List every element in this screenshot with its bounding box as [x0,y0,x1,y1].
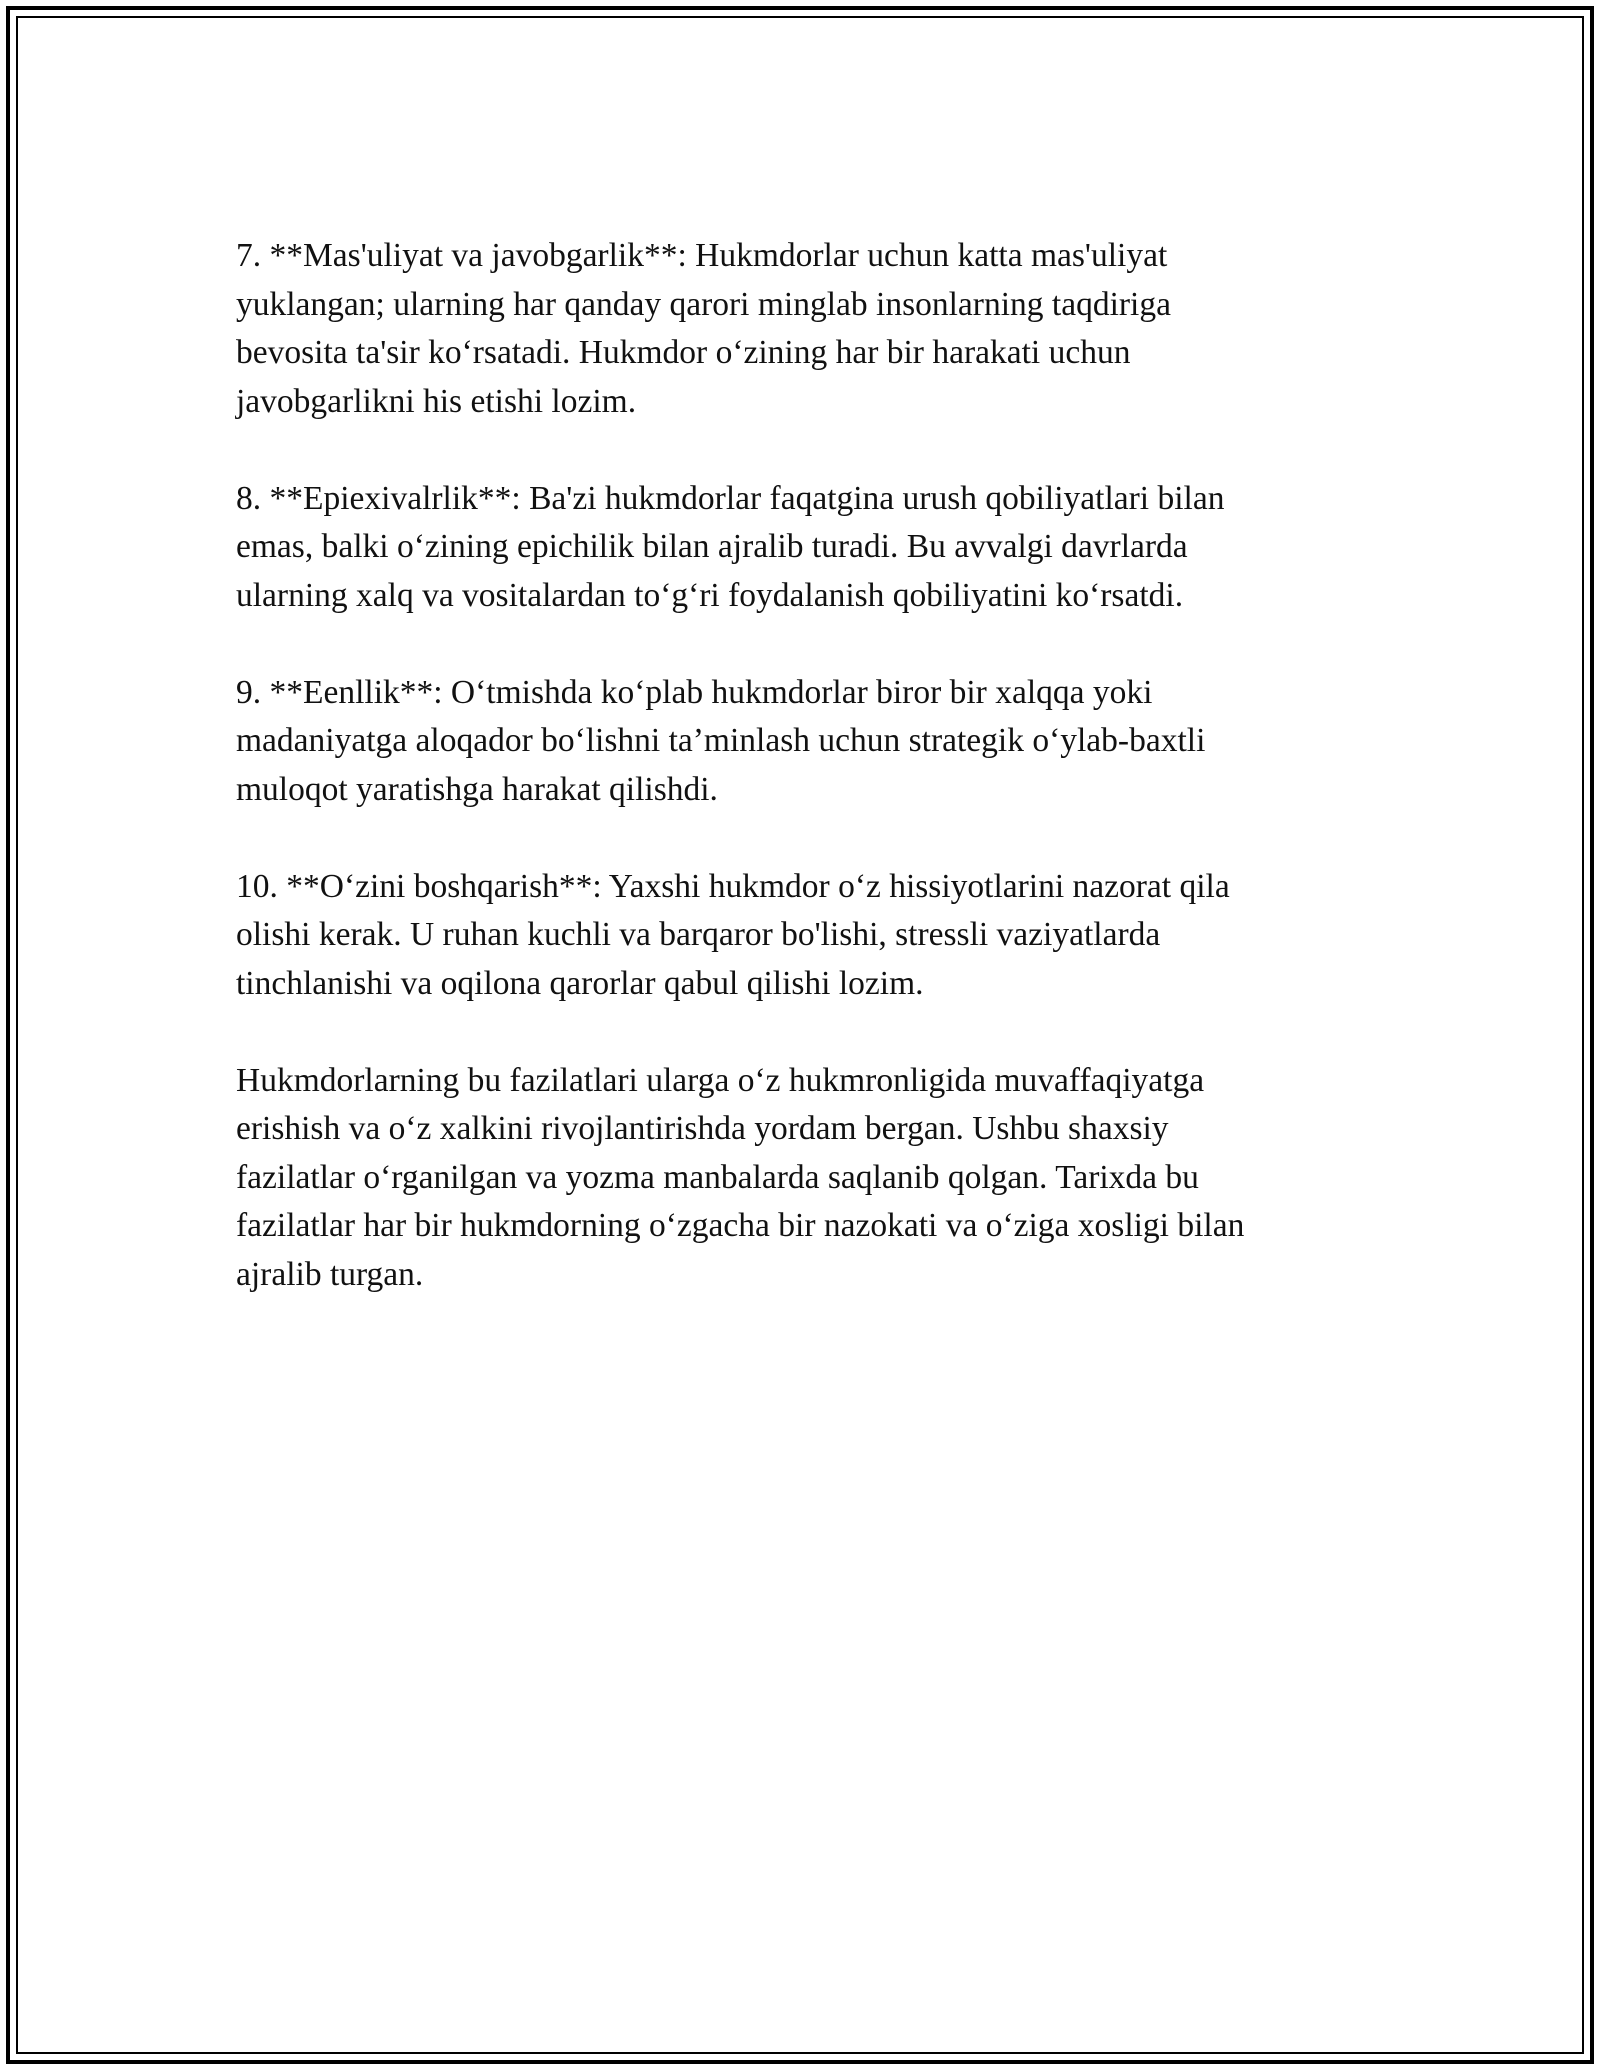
paragraph-item-7: 7. **Mas'uliyat va javobgarlik**: Hukmdorlar uchun katta mas'uliyat yuklangan; ularning har qanday qarori minglab insonlarning taqdiriga bevosita ta'sir ko‘rsatadi. Hukmdor o‘zining har bir harakati uchun javobgarlikni his etishi lozim. [236,237,1171,420]
paragraph-item-8: 8. **Epiexivalrlik**: Ba'zi hukmdorlar faqatgina urush qobiliyatlari bilan emas, balki o‘zining epichilik bilan ajralib turadi. Bu avvalgi davrlarda ularning xalq va vositalardan to‘g‘ri foydalanish qobiliyatini ko‘rsatdi. [236,479,1225,614]
document-body [236,232,1366,1299]
paragraph-conclusion: Hukmdorlarning bu fazilatlari ularga o‘z hukmronligida muvaffaqiyatga erishish va o‘z xalkini rivojlantirishda yordam bergan. Ushbu shaxsiy fazilatlar o‘rganilgan va yozma manbalarda saqlanib qolgan. Tarixda bu fazilatlar har bir hukmdorning o‘zgacha bir nazokati va o‘ziga xosligi bilan ajralib turgan. [236,1061,1245,1293]
paragraph-item-10: 10. **O‘zini boshqarish**: Yaxshi hukmdor o‘z hissiyotlarini nazorat qila olishi kerak. U ruhan kuchli va barqaror bo'lishi, stressli vaziyatlarda tinchlanishi va oqilona qarorlar qabul qilishi lozim. [236,867,1230,1002]
paragraph-item-9: 9. **Eenllik**: O‘tmishda ko‘plab hukmdorlar biror bir xalqqa yoki madaniyatga aloqador bo‘lishni ta’minlash uchun strategik o‘ylab-baxtli muloqot yaratishga harakat qilishdi. [236,673,1206,808]
